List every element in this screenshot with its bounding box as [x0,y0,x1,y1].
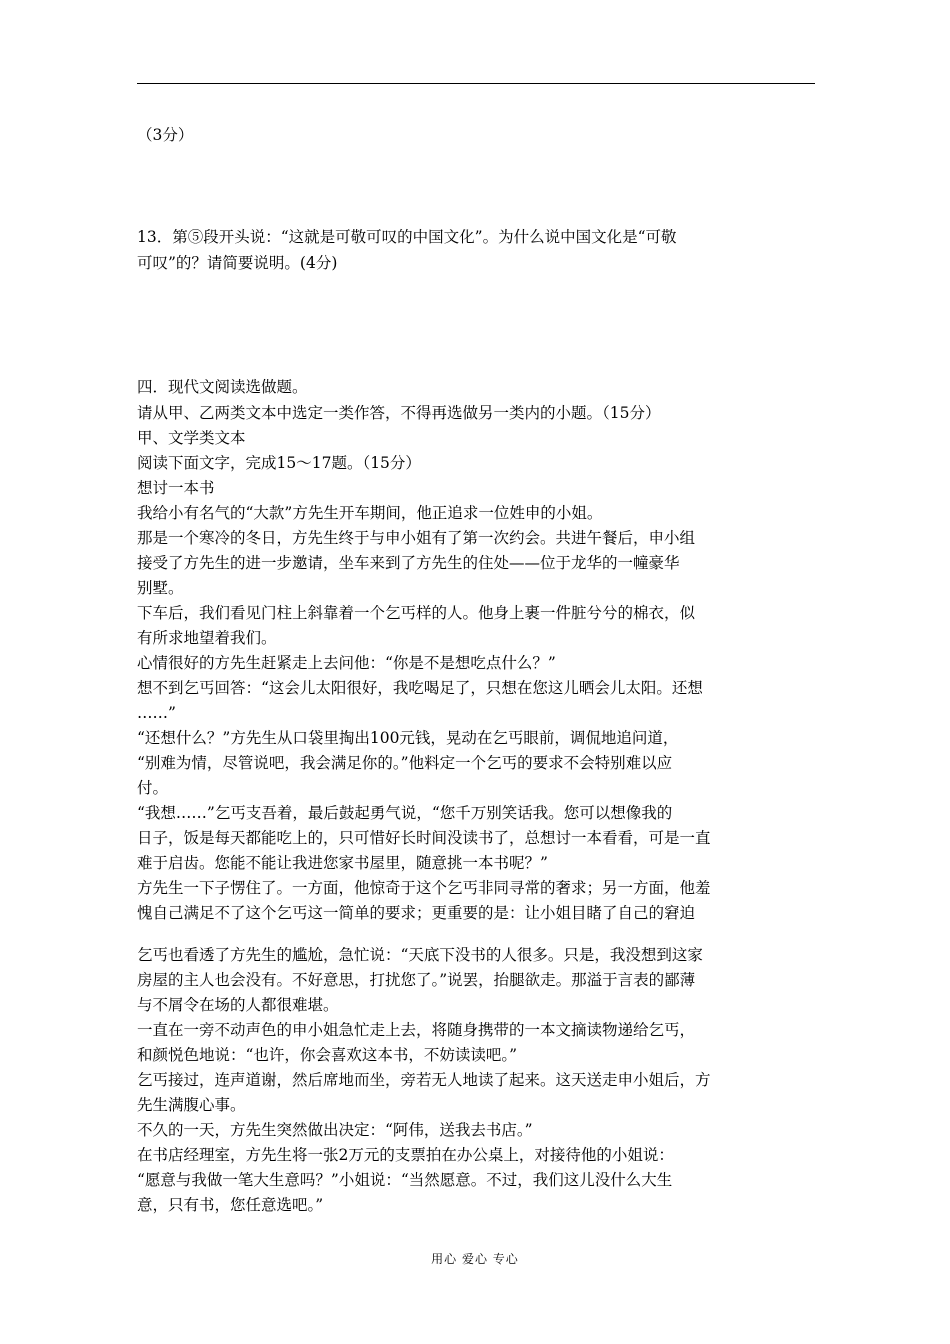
story-line: “我想……”乞丐支吾着，最后鼓起勇气说，“您千万别笑话我。您可以想像我的 [137,804,673,822]
story-line: 有所求地望着我们。 [137,629,277,647]
story-line: 付。 [137,779,169,797]
story-line: 乞丐接过，连声道谢，然后席地而坐，旁若无人地读了起来。这天送走申小姐后，方 [137,1071,711,1089]
story-line: 意，只有书，您任意选吧。” [137,1196,324,1214]
story-line: 别墅。 [137,579,184,597]
story-line: 不久的一天，方先生突然做出决定：“阿伟，送我去书店。” [137,1121,533,1139]
question-13-line-2: 可叹”的？请简要说明。(4分) [137,254,338,272]
story-line: 乞丐也看透了方先生的尴尬，急忙说：“天底下没书的人很多。只是，我没想到这家 [137,946,703,964]
page-footer: 用心 爱心 专心 [431,1252,519,1266]
story-line: “还想什么？”方先生从口袋里掏出100元钱，晃动在乞丐眼前，调侃地追问道， [137,729,679,747]
story-line: 愧自己满足不了这个乞丐这一简单的要求；更重要的是：让小姐目睹了自己的窘迫 [137,904,696,922]
story-line: 想不到乞丐回答：“这会儿太阳很好，我吃喝足了，只想在您这儿晒会儿太阳。还想 [137,679,703,697]
story-line: 一直在一旁不动声色的申小姐急忙走上去，将随身携带的一本文摘读物递给乞丐， [137,1021,696,1039]
story-line: “愿意与我做一笔大生意吗？”小姐说：“当然愿意。不过，我们这儿没什么大生 [137,1171,673,1189]
story-line: 难于启齿。您能不能让我进您家书屋里，随意挑一本书呢？” [137,854,548,872]
story-line: 房屋的主人也会没有。不好意思，打扰您了。”说罢，抬腿欲走。那溢于言表的鄙薄 [137,971,696,989]
question-13-line-1: 13．第⑤段开头说：“这就是可敬可叹的中国文化”。为什么说中国文化是“可敬 [137,228,677,246]
story-line: 那是一个寒冷的冬日，方先生终于与申小姐有了第一次约会。共进午餐后，申小组 [137,529,696,547]
story-line: 日子，饭是每天都能吃上的，只可惜好长时间没读书了，总想讨一本看看，可是一直 [137,829,711,847]
story-line: 我给小有名气的“大款”方先生开车期间，他正追求一位姓申的小姐。 [137,504,603,522]
story-line: 先生满腹心事。 [137,1096,246,1114]
story-line: ……” [137,704,176,722]
story-line: 下车后，我们看见门柱上斜靠着一个乞丐样的人。他身上裹一件脏兮兮的棉衣，似 [137,604,696,622]
section-instruction: 请从甲、乙两类文本中选定一类作答，不得再选做另一类内的小题。（15分） [137,404,661,422]
header-rule [137,83,815,84]
score-note: （3分） [137,126,194,144]
story-title: 想讨一本书 [137,479,215,497]
section-heading: 四．现代文阅读选做题。 [137,378,308,396]
story-line: 与不屑令在场的人都很难堪。 [137,996,339,1014]
section-task: 阅读下面文字，完成15～17题。（15分） [137,454,421,472]
story-line: 心情很好的方先生赶紧走上去问他：“你是不是想吃点什么？” [137,654,556,672]
story-line: 和颜悦色地说：“也许，你会喜欢这本书，不妨读读吧。” [137,1046,518,1064]
story-line: 方先生一下子愣住了。一方面，他惊奇于这个乞丐非同寻常的奢求；另一方面，他羞 [137,879,711,897]
story-line: 在书店经理室，方先生将一张2万元的支票拍在办公桌上，对接待他的小姐说： [137,1146,674,1164]
story-line: 接受了方先生的进一步邀请，坐车来到了方先生的住处——位于龙华的一幢豪华 [137,554,680,572]
section-subheading: 甲、文学类文本 [137,429,246,447]
story-line: “别难为情，尽管说吧，我会满足你的。”他料定一个乞丐的要求不会特别难以应 [137,754,673,772]
